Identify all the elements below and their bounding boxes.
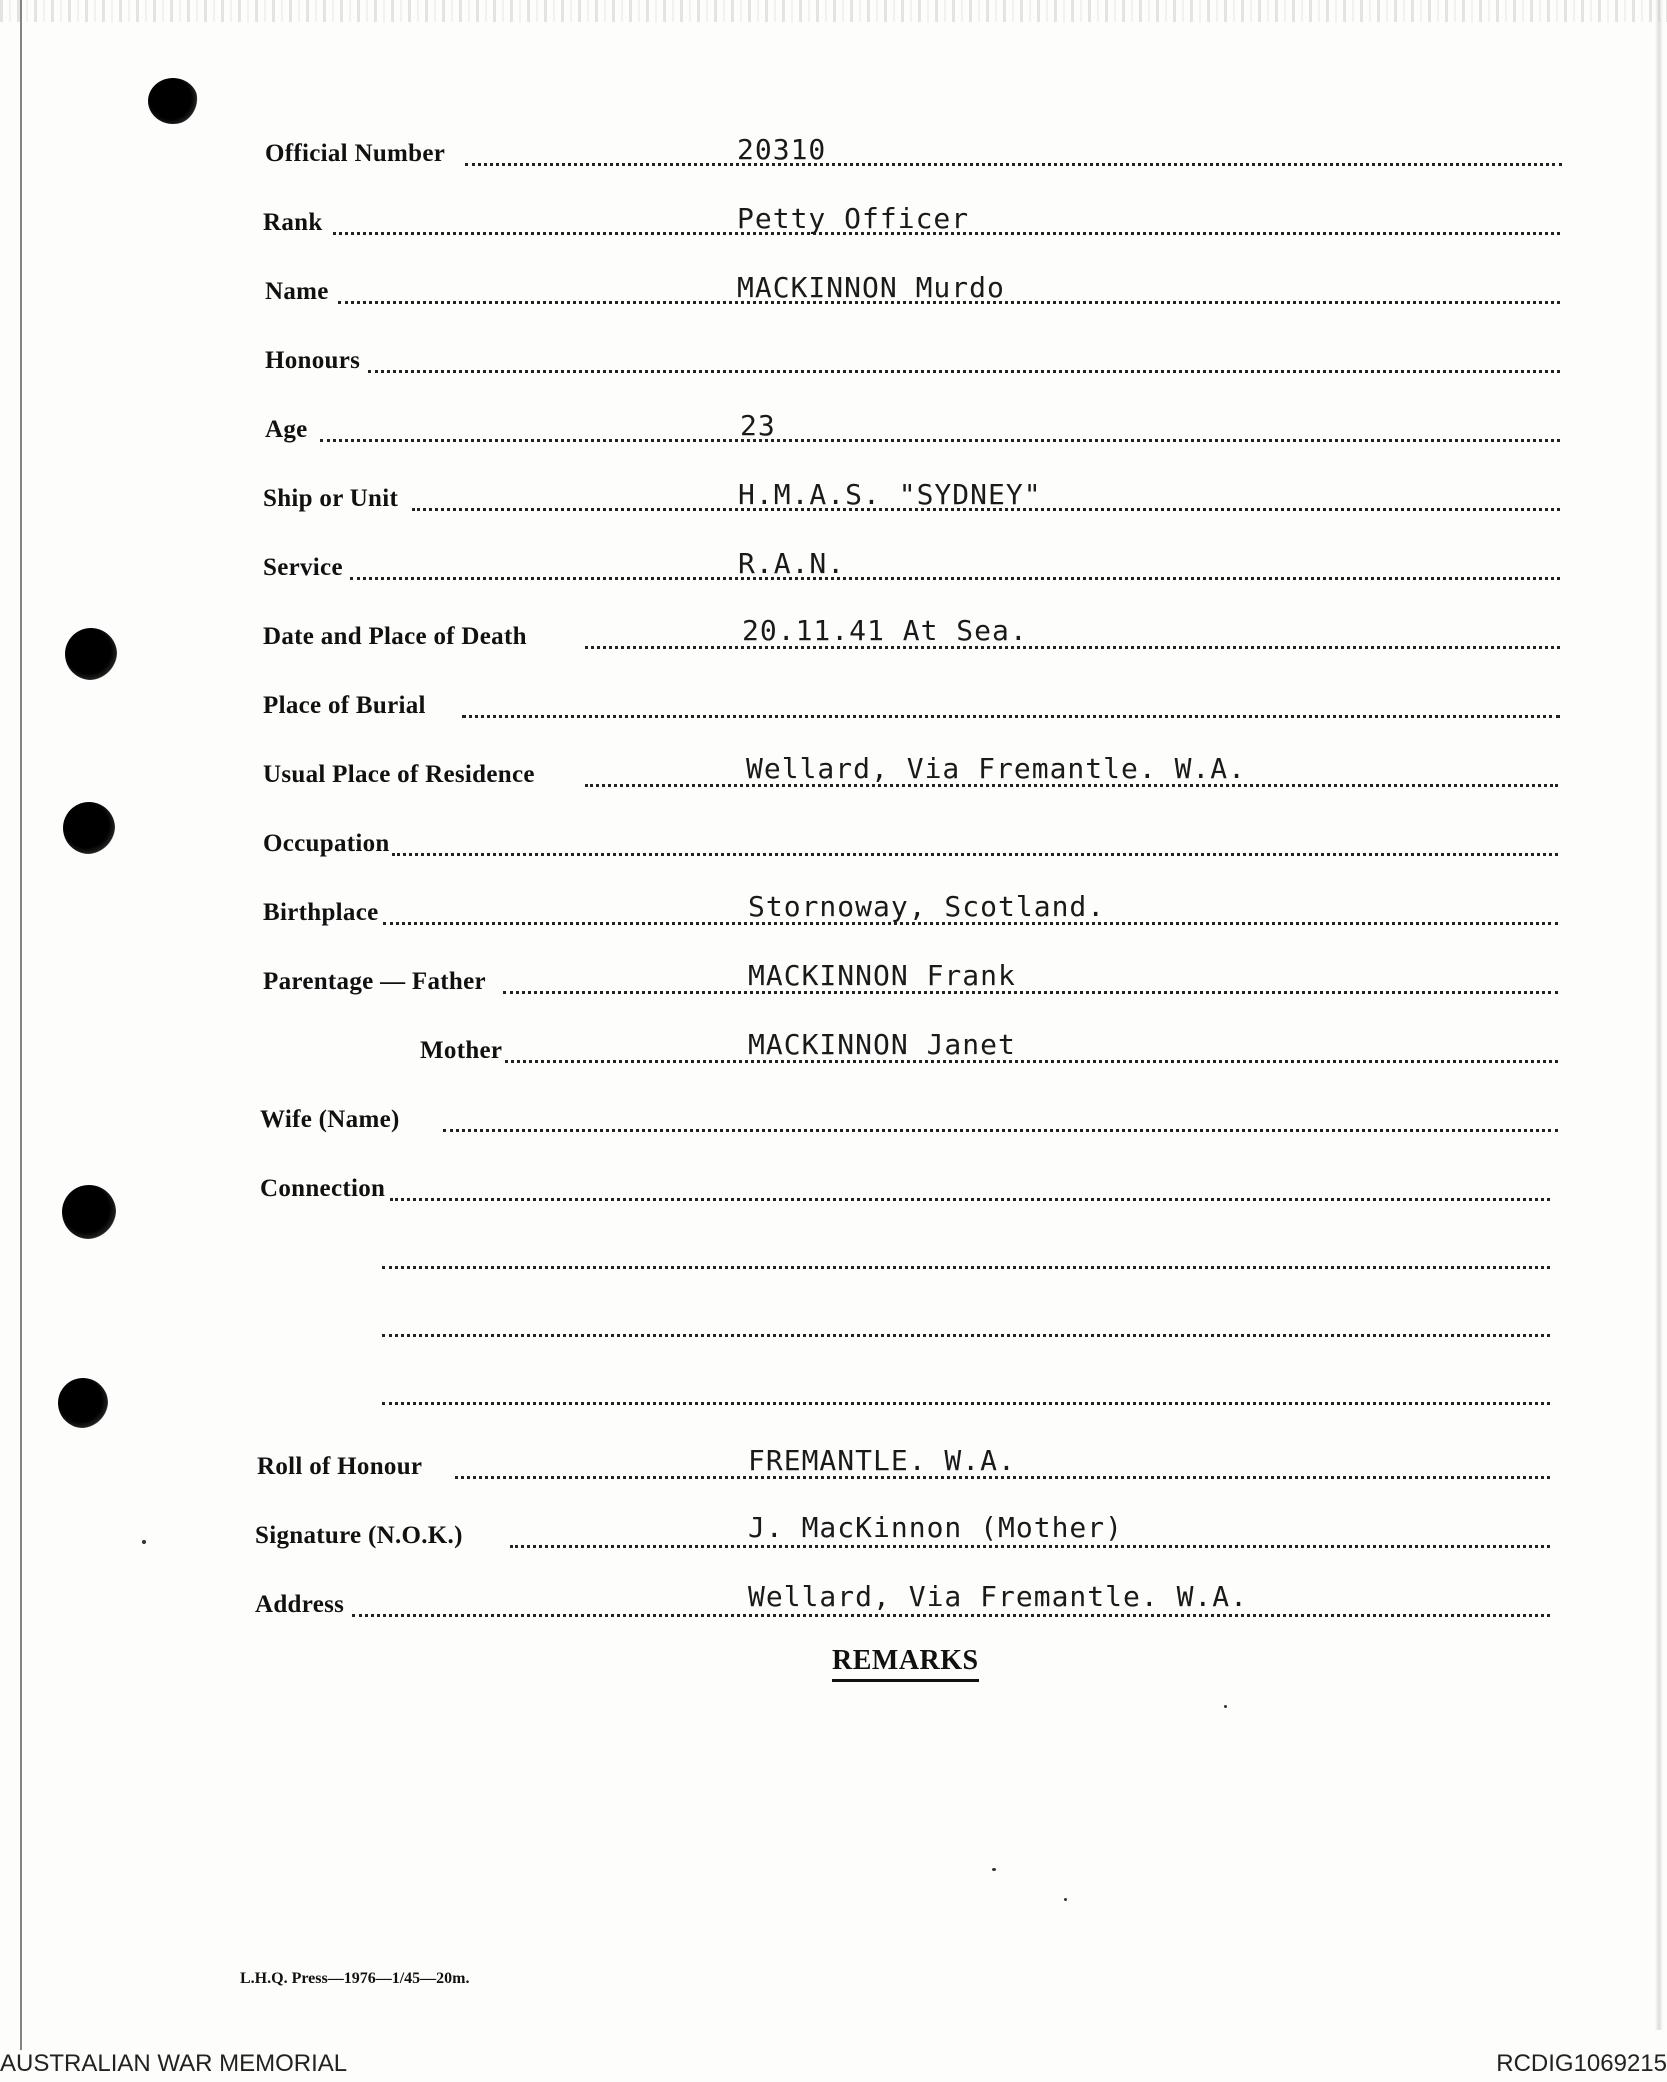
field-value: FREMANTLE. W.A.	[748, 1444, 1016, 1477]
scan-speck	[992, 1868, 996, 1871]
punch-hole	[62, 1185, 116, 1239]
field-value: Wellard, Via Fremantle. W.A.	[746, 752, 1247, 785]
remarks-heading: REMARKS	[832, 1645, 979, 1682]
punch-hole	[63, 802, 115, 854]
field-label: Ship or Unit	[263, 485, 399, 512]
dotted-line	[503, 991, 1558, 994]
dotted-line	[462, 715, 1560, 718]
field-value: H.M.A.S. "SYDNEY"	[738, 478, 1042, 511]
field-value: Wellard, Via Fremantle. W.A.	[748, 1580, 1249, 1613]
field-label: Birthplace	[263, 899, 379, 926]
field-value: 23	[740, 409, 776, 442]
field-label: Honours	[265, 347, 361, 374]
field-label: Connection	[260, 1175, 386, 1202]
scan-left-edge	[20, 0, 22, 2050]
footer-record-id: RCDIG1069215	[1496, 2050, 1667, 2077]
field-value: J. MacKinnon (Mother)	[748, 1511, 1124, 1544]
dotted-line	[465, 163, 1562, 166]
printer-mark: L.H.Q. Press—1976—1/45—20m.	[240, 1970, 470, 1987]
field-value: R.A.N.	[738, 547, 846, 580]
field-label: Occupation	[263, 830, 390, 857]
field-value: Petty Officer	[737, 202, 970, 235]
dotted-line	[505, 1060, 1558, 1063]
scan-speck	[1064, 1898, 1067, 1901]
connection-continuation-line	[382, 1402, 1550, 1405]
field-value: 20310	[737, 133, 827, 166]
field-value: MACKINNON Janet	[748, 1028, 1016, 1061]
dotted-line	[320, 439, 1560, 442]
field-label: Official Number	[265, 140, 446, 167]
field-value: MACKINNON Murdo	[737, 271, 1005, 304]
field-label: Place of Burial	[263, 692, 426, 719]
dotted-line	[368, 370, 1560, 373]
field-label: Age	[265, 416, 308, 443]
connection-continuation-line	[382, 1266, 1550, 1269]
punch-hole	[148, 78, 198, 124]
dotted-line	[352, 1614, 1550, 1617]
field-label: Name	[265, 278, 329, 305]
punch-hole	[65, 628, 117, 680]
scan-top-edge	[0, 0, 1667, 22]
dotted-line	[390, 1198, 1550, 1201]
field-label: Service	[263, 554, 343, 581]
connection-continuation-line	[382, 1334, 1550, 1337]
dotted-line	[350, 577, 1560, 580]
field-value: Stornoway, Scotland.	[748, 890, 1106, 923]
field-value: 20.11.41 At Sea.	[742, 614, 1028, 647]
footer-institution: AUSTRALIAN WAR MEMORIAL	[0, 2050, 348, 2077]
field-label: Rank	[263, 209, 323, 236]
field-label: Parentage — Father	[263, 968, 486, 995]
field-value: MACKINNON Frank	[748, 959, 1016, 992]
scan-speck	[142, 1540, 146, 1544]
field-label: Usual Place of Residence	[263, 761, 535, 788]
dotted-line	[585, 646, 1560, 649]
field-label: Roll of Honour	[257, 1453, 423, 1480]
punch-hole	[58, 1378, 108, 1428]
dotted-line	[392, 853, 1558, 856]
field-label: Wife (Name)	[260, 1106, 400, 1133]
scan-right-edge	[1655, 0, 1663, 2030]
scan-speck	[1224, 1705, 1227, 1708]
dotted-line	[443, 1129, 1558, 1132]
field-label: Mother	[420, 1037, 503, 1064]
field-label: Address	[255, 1591, 345, 1618]
dotted-line	[510, 1545, 1550, 1548]
field-label: Signature (N.O.K.)	[255, 1522, 463, 1549]
field-label: Date and Place of Death	[263, 623, 527, 650]
